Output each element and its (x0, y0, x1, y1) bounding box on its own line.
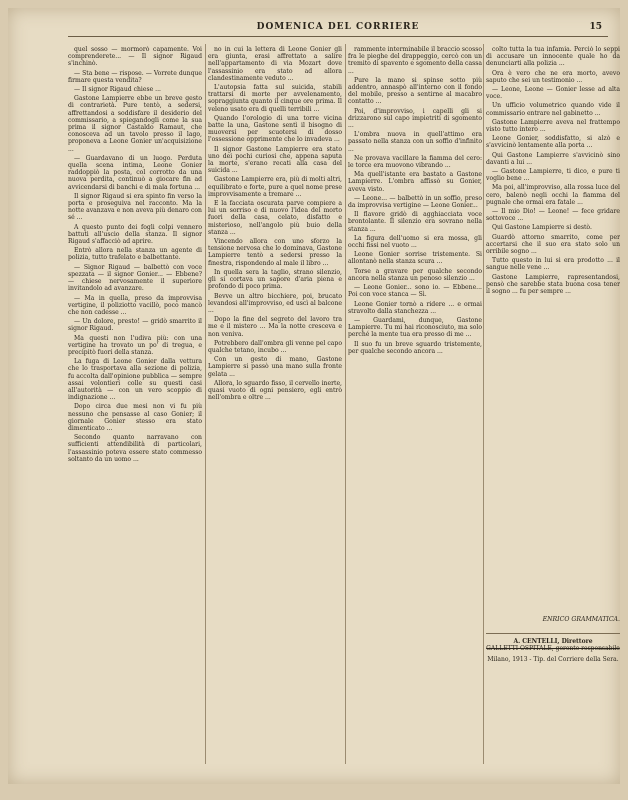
article-paragraph: Gastone Lampierre ebbe un breve gesto di contrarietà. Pure tentò, a sedersi, affrettandosi a soddisfare il desiderio del commissario, a spiegandogli come la sua prima il signor Castaldo Ramaut, che conosceva ad un tavolo presso il lago, proponeva a Leone Gonier un'acquisizione ... (68, 95, 202, 153)
article-paragraph: Torse a gravare per qualche secondo ancora nella stanza un penoso silenzio ... (348, 267, 482, 282)
article-paragraph: Vincendo allora con uno sforzo la tensione nervosa che lo dominava, Gastone Lampierre tentò a sedersi presso la finestra, rispondendo al male il libro ... (208, 238, 342, 267)
article-paragraph: Allora, lo sguardo fisso, il cervello inerte, quasi vuoto di ogni pensiero, egli entrò nell'ombra e oltre ... (208, 379, 342, 402)
article-paragraph: La fuga di Leone Gonier dalla vettura che lo trasportava alla sezione di polizia, fu accolta dall'opinione pubblica — sempre assai volontieri colle su questi casi all'autorità — con un vero scoppio di indignazione ... (68, 358, 202, 402)
article-paragraph: Il signor Gastone Lampierre era stato uno dei pochi curiosi che, appena saputa la morte, s'erano recati alla casa del suicida ... (208, 145, 342, 175)
column-4-body (486, 46, 620, 612)
article-paragraph: Dopo circa due mesi non vi fu più nessuno che pensasse al caso Gonier; il giornale Gonier stesso era stato dimenticato ... (68, 403, 202, 432)
article-paragraph: — Il mio Dio! — Leone! — fece gridare sottovoce ... (486, 208, 620, 223)
article-paragraph: Dopo la fine del segreto del lavoro tra me e il mistero ... Ma la notte cresceva e non veniva. (208, 316, 342, 338)
article-paragraph: rammente interminabile il braccio scosso fra le pieghe del drappeggio, cercò con un tremito di spavento e sgomento della cassa ... (348, 46, 482, 75)
article-paragraph: L'autopsia fatta sul suicida, stabili trattarsi di morte per avvelenamento, sopraggiunta quanto il cinque ore prima. Il veleno usato era di quelli terribili ... (208, 84, 342, 113)
article-paragraph: colto tutta la tua infamia. Perciò lo seppi di accusare un innocente quale ho da denunciarti alla polizia ... (486, 46, 620, 68)
article-paragraph: Il signor Rigaud si era spinto fin verso la porta e proseguiva nel racconto. Ma la notte avanzava e non aveva più denaro con sé ... (68, 192, 202, 222)
article-paragraph: Leone Gonier, soddisfatto, si alzò e s'avvicinò lentamente alla porta ... (486, 135, 620, 150)
article-paragraph: Gastone Lampierre era, più di molti altri, equilibrato e forte, pure a quel nome prese improvvisamente a tremare ... (208, 176, 342, 198)
article-paragraph: Guardò attorno smarrito, come per accertarsi che il suo era stato solo un orribile sogno ... (486, 233, 620, 256)
article-paragraph: — Un dolore, presto! — gridò smarrito il signor Rigaud. (68, 318, 202, 333)
article-paragraph: — Leone Gonier... sono io. — Ebbene... Poi con voce stanca — Sì. (348, 284, 482, 299)
article-paragraph: Gastone Lampierre aveva nel frattempo visto tutto intero ... (486, 118, 620, 134)
article-paragraph: Quando l'orologio di una torre vicina batte la una, Gastone sentì il bisogno di muoversi per scuotersi di dosso l'ossessione opprimente che lo invadeva ... (208, 114, 342, 144)
director-line: A. CENTELLI, Direttore (513, 638, 593, 646)
article-paragraph: Entrò allora nella stanza un agente di polizia, tutto trafelato e balbettante. (68, 247, 202, 262)
article-paragraph: Pure la mano si spinse sotto più addentro, annaspò all'interno con il fondo del mobile, presso a sentirne al macabro contatto ... (348, 76, 482, 106)
article-paragraph: — Gastone Lampierre, ti dico, e pure ti voglio bene ... (486, 168, 620, 183)
column-divider (345, 44, 346, 764)
publication-title: DOMENICA DEL CORRIERE (256, 22, 420, 32)
article-paragraph: Un ufficio volumetrico quando vide il commissario entrare nel gabinetto ... (486, 102, 620, 117)
page-number: 15 (589, 22, 602, 32)
article-paragraph: Il flavore gridò di agghiacciata voce brontolante. Il silenzio era sovrano nella stanza ... (348, 211, 482, 233)
article-paragraph: Leone Gonier tornò a ridere ... e ormai stravolto dalla stanchezza ... (348, 300, 482, 315)
article-paragraph: La figura dell'uomo si era mossa, gli occhi fissi nel vuoto ... (348, 234, 482, 250)
manager-line: GALLETTI OSPITALE, gerente responsabile (486, 645, 620, 653)
article-paragraph: Secondo quanto narravano con sufficienti attendibilità di particolari, l'assassinio poteva essere stato commesso soltanto da un uomo ... (68, 434, 202, 463)
article-paragraph: — Guardami, dunque, Gastone Lampierre. Tu mi hai riconosciuto, ma solo perché la mente tua era presso di me ... (348, 316, 482, 339)
page-header (68, 22, 608, 37)
text-column-2 (208, 46, 342, 762)
article-paragraph: L'ombra nuova in quell'attimo era passato nella stanza con un soffio d'infinito ... (348, 131, 482, 153)
article-paragraph: — Leone, Leone — Gonier lesse ad alta voce. (486, 86, 620, 101)
article-paragraph: Leone Gonier sorrise tristemente. Si allontanò nella stanza scura ... (348, 251, 482, 266)
article-paragraph: Qui Gastone Lampierre si destò. (492, 224, 592, 232)
newspaper-page (8, 8, 620, 784)
article-paragraph: Ma quell'istante era bastato a Gastone Lampierre. L'ombra affissò su Gonier, aveva visto. (348, 171, 482, 193)
article-paragraph: Bevve un altro bicchiere, poi, brucato levandosi all'improvviso, ed uscì al balcone ... (208, 292, 342, 314)
article-paragraph: Tutto questo in lui si era prodotto ... il sangue nelle vene ... (486, 257, 620, 272)
article-paragraph: A questo punto dei fogli colpi vennero battuti all'uscio della stanza. Il signor Rigaud s'affacciò ad aprire. (68, 223, 202, 246)
article-paragraph: E la facciata oscurata parve compiere a lui un sorriso e di nuovo l'idea del morto fuori della casa, celato, disfatto e misterioso, nell'angolo più buio della stanza ... (208, 200, 342, 236)
article-paragraph: Ne provava vacillare la fiamma del cero: le torce era muovono vibrando ... (348, 154, 482, 170)
article-paragraph: Potrebbero dall'ombra gli venne pel capo qualche tetano, incubo ... (208, 339, 342, 354)
text-column-1 (68, 46, 202, 762)
column-divider (483, 44, 484, 764)
article-paragraph: — Signor Rigaud — balbettò con voce spezzata — il signor Gonier... — Ebbene? — chiese nervosamente il superiore invitandolo ad avanzare. (68, 263, 202, 293)
text-column-3 (348, 46, 482, 762)
article-paragraph: In quella sera la taglio, strano silenzio, gli si cortava un sapore d'aria piena e profondo di poco prima. (208, 268, 342, 291)
imprint (486, 633, 620, 663)
column-divider (205, 44, 206, 764)
article-paragraph: — Sta bene — rispose. — Vorrete dunque firmare questa vendita? (68, 69, 202, 84)
author-signature: ENRICO GRAMMATICA. (542, 616, 620, 623)
article-paragraph: quel sosso — mormorò capamente. Voi comprenderete... — Il signor Rigaud s'inchinò. (68, 46, 202, 68)
printer-line: Milano, 1913 - Tip. del Corriere della Sera. (487, 656, 619, 664)
article-paragraph: Gastone Lampierre, rapresentandosi, pensò che sarebbe stata buona cosa tener il sogno ... fu per sempre ... (486, 273, 620, 296)
article-paragraph: — Il signor Rigaud chiese ... (74, 86, 161, 94)
article-paragraph: Poi, d'improvviso, i capelli gli si drizzarono sul capo impietriti di sgomento ... (348, 107, 482, 130)
article-paragraph: Ora è vero che ne era morto, avevo saputo che sei un testimonio ... (486, 69, 620, 84)
text-column-4 (486, 46, 620, 762)
article-paragraph: — Guardavano di un luogo. Perduta quella scena intima, Leone Gonier raddoppiò la posta, col corrotto da una nuova perdita, continuò a giocare fin ad avvicendarsi di banchi e di mala fortuna ... (68, 154, 202, 191)
article-paragraph: Il suo fu un breve sguardo tristemente, per qualche secondo ancora ... (348, 340, 482, 355)
article-paragraph: Ma questi non l'udiva più: con una vertigine ha trovato un po' di tregua, e precipitò fuori della stanza. (68, 334, 202, 356)
article-paragraph: Qui Gastone Lampierre s'avvicinò sino davanti a lui ... (486, 151, 620, 166)
article-paragraph: Ma poi, all'improvviso, alla rossa luce del cero, balenò negli occhi la fiamma del pugnale che ormai era fatale ... (486, 184, 620, 206)
article-paragraph: no in cui la lettera di Leone Gonier gli era giunta, erasi affrettato a salire nell'appartamento di via Mozart dove l'assassinio era stato ad allora clandestinamente veduto ... (208, 46, 342, 82)
article-paragraph: — Ma in quella, preso da improvvisa vertigine, il poliziotto vacillò, poco mancò che non cadesse ... (68, 294, 202, 316)
article-paragraph: Con un gesto di mano, Gastone Lampierre si passò una mano sulla fronte gelata ... (208, 356, 342, 378)
article-paragraph: — Leone... — balbettò in un soffio, preso da improvvisa vertigine — Leone Gonier... (348, 194, 482, 210)
